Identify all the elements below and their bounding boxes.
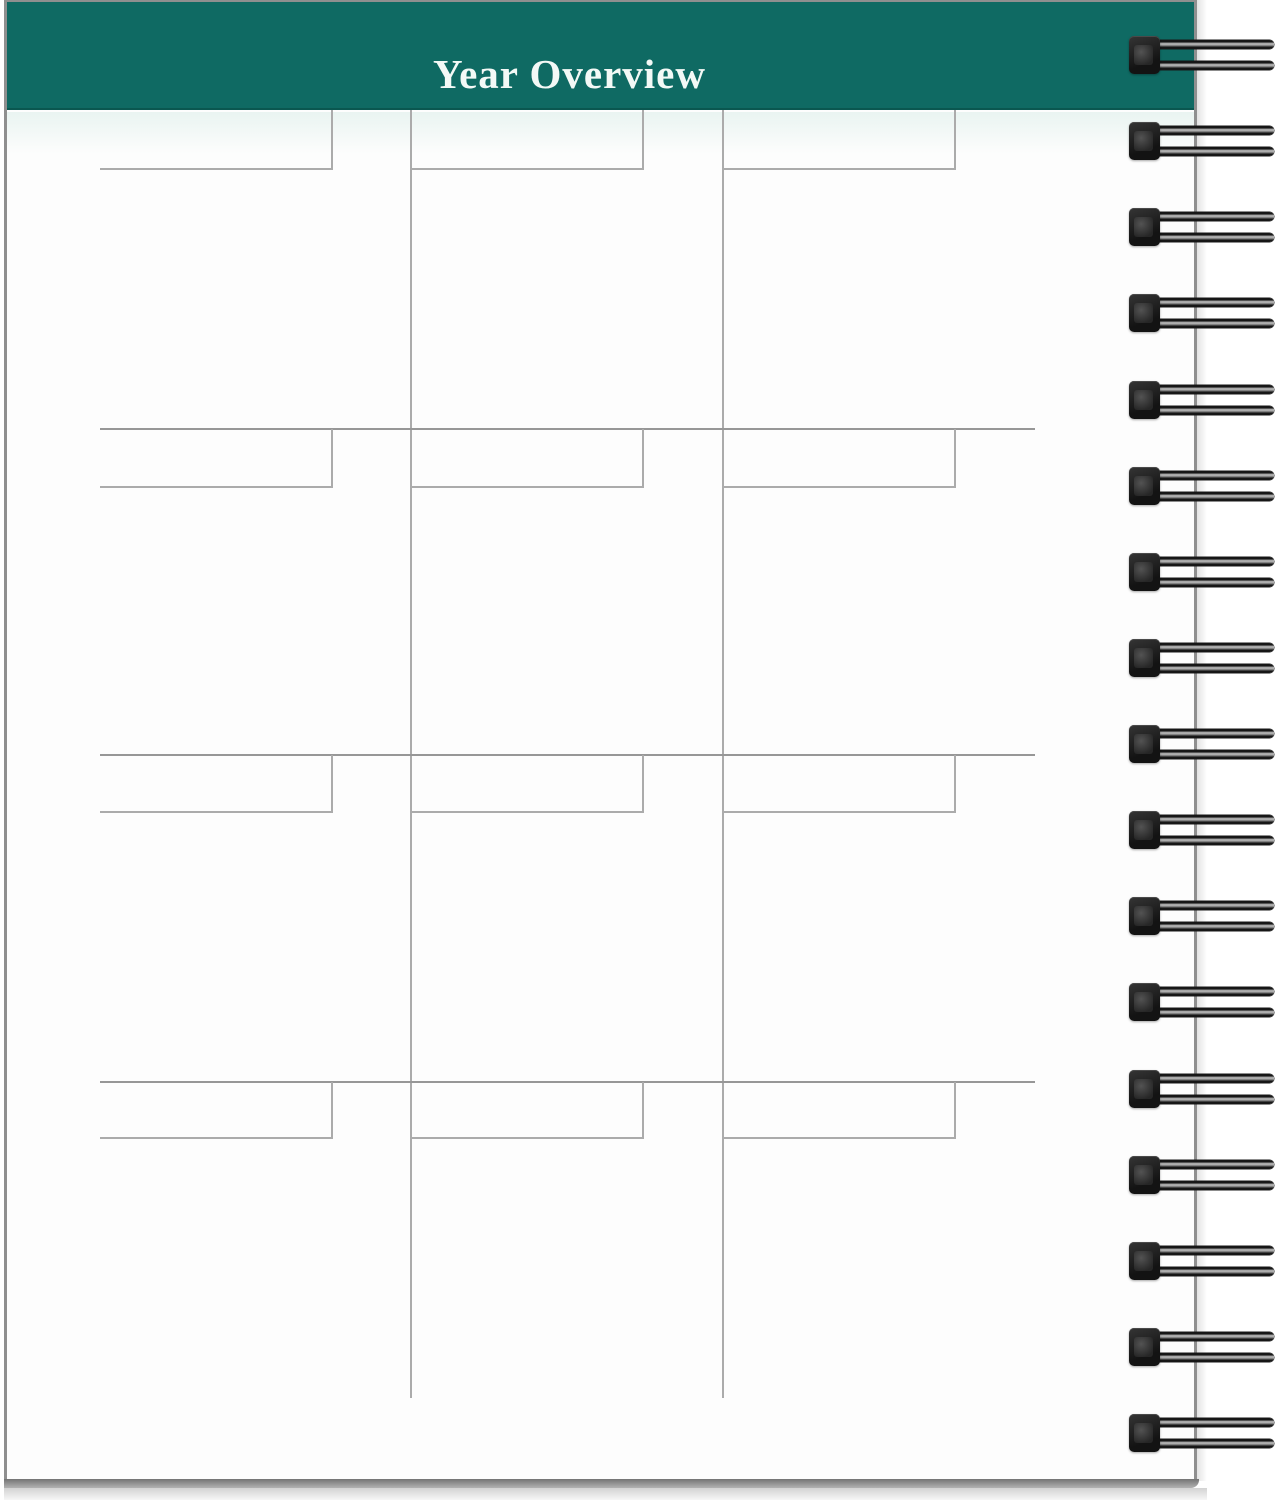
month-cell (411, 429, 723, 755)
month-label-box (100, 429, 333, 488)
month-label-box (723, 429, 956, 488)
month-cell (411, 1082, 723, 1398)
page-right-edge-shadow (1197, 0, 1207, 1481)
month-label-box (100, 755, 333, 813)
month-label-box (723, 755, 956, 813)
month-label-box (723, 1082, 956, 1139)
month-label-box (100, 110, 333, 170)
month-cell (100, 1082, 411, 1398)
month-label-box (411, 1082, 644, 1139)
header-band (7, 2, 1194, 110)
month-label-box (723, 110, 956, 170)
page-title: Year Overview (433, 51, 706, 97)
month-label-box (411, 110, 644, 170)
month-cell (723, 429, 1035, 755)
month-cell (100, 755, 411, 1082)
month-cell (723, 755, 1035, 1082)
month-cell (411, 110, 723, 429)
month-cell (411, 755, 723, 1082)
month-cell (100, 429, 411, 755)
page-bottom-edge (4, 1479, 1199, 1488)
month-label-box (411, 429, 644, 488)
month-cell (723, 1082, 1035, 1398)
month-cell (723, 110, 1035, 429)
month-label-box (100, 1082, 333, 1139)
month-cell (100, 110, 411, 429)
month-label-box (411, 755, 644, 813)
